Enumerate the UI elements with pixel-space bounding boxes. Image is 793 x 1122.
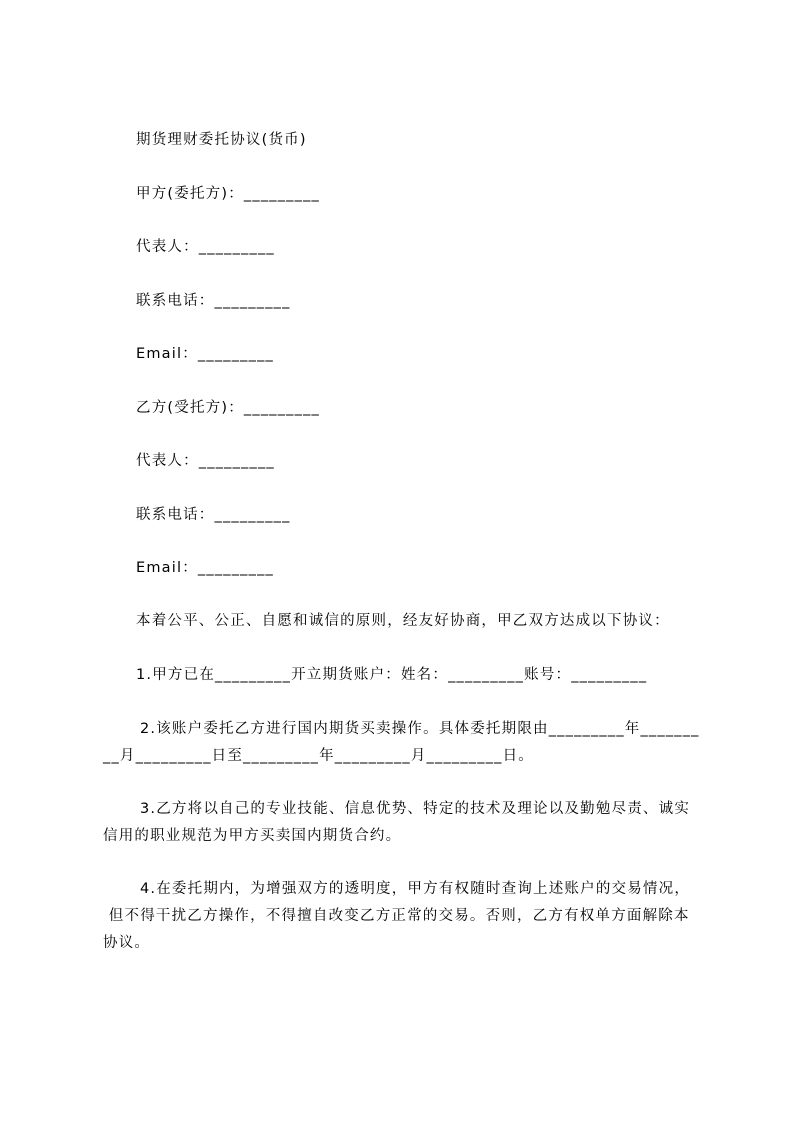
party-a-email: Email：_________ [136,346,274,362]
clause-2-line: 2.该账户委托乙方进行国内期货买卖操作。具体委托期限由_________年_______ [140,721,700,737]
party-b-representative: 代表人：_________ [136,453,275,469]
party-a-representative: 代表人：_________ [136,239,275,255]
clause-1-line: 1.甲方已在_________开立期货账户：姓名：_________账号：_________ [136,667,648,683]
clause-4-line: 协议。 [103,935,151,951]
party-a-phone: 联系电话：_________ [136,293,291,309]
clause-4-line: 但不得干扰乙方操作，不得擅自改变乙方正常的交易。否则，乙方有权单方面解除本 [103,908,690,924]
clause-4-line: 4.在委托期内，为增强双方的透明度，甲方有权随时查询上述账户的交易情况， [140,881,691,897]
party-b-name: 乙方(受托方)：_________ [136,400,320,416]
clause-3-line: 3.乙方将以自己的专业技能、信息优势、特定的技术及理论以及勤勉尽责、诚实 [140,801,691,817]
clause-2-line: __月_________日至_________年_________月_________日。 [103,748,534,764]
party-b-phone: 联系电话：_________ [136,507,291,523]
party-a-name: 甲方(委托方)：_________ [136,186,320,202]
intro-paragraph: 本着公平、公正、自愿和诚信的原则，经友好协商，甲乙双方达成以下协议： [136,613,670,629]
clause-3-line: 信用的职业规范为甲方买卖国内期货合约。 [103,828,402,844]
document-title: 期货理财委托协议(货币) [136,132,307,148]
party-b-email: Email：_________ [136,560,274,576]
